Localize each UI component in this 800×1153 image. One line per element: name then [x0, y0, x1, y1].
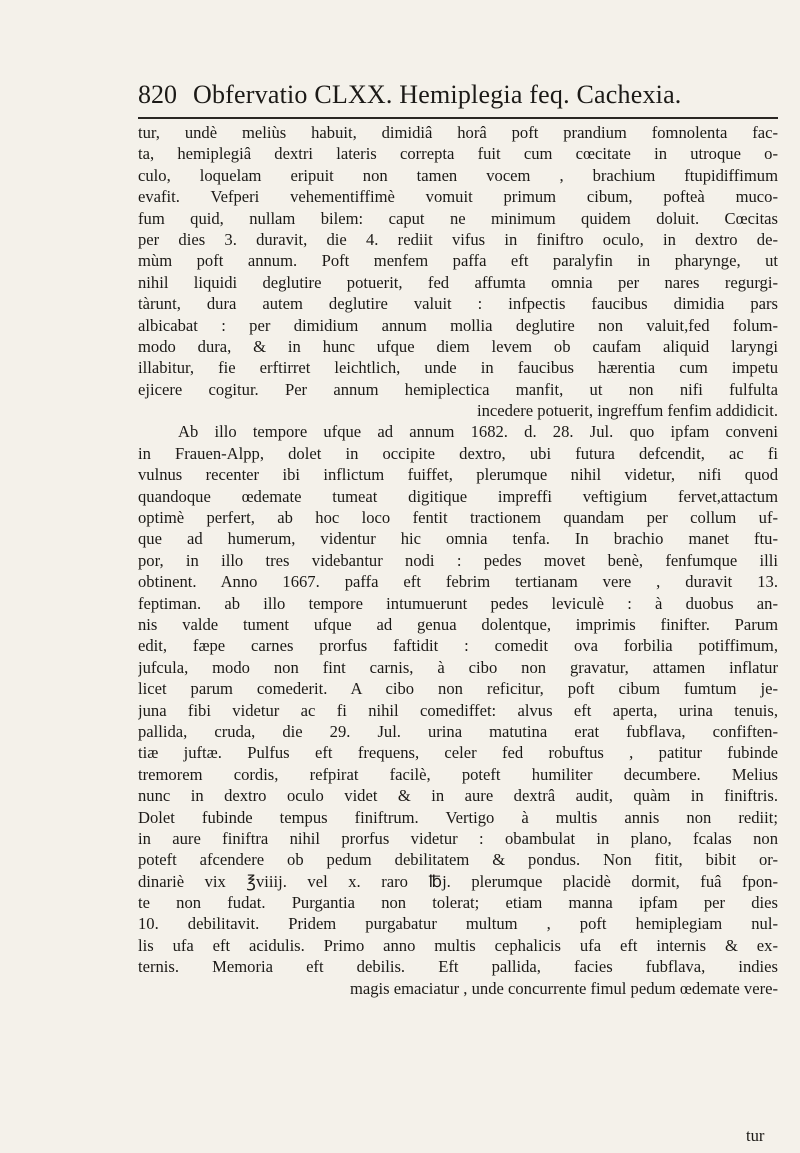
- catchword: tur: [746, 1126, 765, 1145]
- text-line: culo, loquelam eripuit non tamen vocem , brachium ftupidiffimum: [138, 165, 778, 185]
- text-line: juna fibi videtur ac fi nihil comediffet: alvus eft aperta, urina tenuis,: [138, 700, 778, 720]
- text-line: licet parum comederit. A cibo non reficitur, poft cibum fumtum je-: [138, 679, 778, 699]
- text-line: tàrunt, dura autem deglutire valuit : infpectis faucibus dimidia pars: [138, 294, 778, 314]
- text-line: que ad humerum, videntur hic omnia tenfa. In brachio manet ftu-: [138, 529, 778, 549]
- text-line: per dies 3. duravit, die 4. rediit vifus in finiftro oculo, in dextro de-: [138, 229, 778, 249]
- text-line: evafit. Vefperi vehementiffimè vomuit primum cibum, pofteà muco-: [138, 187, 778, 207]
- text-line: jufcula, modo non fint carnis, à cibo non gravatur, attamen inflatur: [138, 657, 778, 677]
- text-line: ternis. Memoria eft debilis. Eft pallida, facies fubflava, indies: [138, 957, 778, 977]
- text-line: in Frauen-Alpp, dolet in occipite dextro, ubi futura defcendit, ac fi: [138, 443, 778, 463]
- header-rule: [138, 117, 778, 119]
- text-line: illabitur, fie erftirret leichtlich, unde in faucibus hærentia cum impetu: [138, 358, 778, 378]
- running-header: [138, 80, 778, 120]
- text-line: optimè perfert, ab hoc loco fentit tractionem quandam per collum uf-: [138, 508, 778, 528]
- text-line: albicabat : per dimidium annum mollia deglutire non valuit,fed folum-: [138, 315, 778, 335]
- text-line: quandoque œdemate tumeat digitique impreffi veftigium fervet,attactum: [138, 486, 778, 506]
- text-line: incedere potuerit, ingreffum fenfim addidicit.: [476, 401, 778, 421]
- text-line: pallida, cruda, die 29. Jul. urina matutina erat fubflava, confiften-: [138, 721, 778, 741]
- text-line: edit, fæpe carnes prorfus faftidit : comedit ova forbilia potiffimum,: [138, 636, 778, 656]
- text-line: 10. debilitavit. Pridem purgabatur multum , poft hemiplegiam nul-: [138, 914, 778, 934]
- text-line: nihil liquidi deglutire potuerit, fed affumta omnia per nares regurgi-: [138, 272, 778, 292]
- text-line: lis ufa eft acidulis. Primo anno multis cephalicis ufa eft internis & ex-: [138, 935, 778, 955]
- text-line: in aure finiftra nihil prorfus videtur : obambulat in plano, fcalas non: [138, 828, 778, 848]
- text-line: obtinent. Anno 1667. paffa eft febrim tertianam vere , duravit 13.: [138, 572, 778, 592]
- text-line: mùm poft annum. Poft menfem paffa eft paralyfin in pharynge, ut: [138, 251, 778, 271]
- text-line: ejicere cogitur. Per annum hemiplectica manfit, ut non nifi fulfulta: [138, 379, 778, 399]
- text-line: te non fudat. Purgantia non tolerat; etiam manna ipfam per dies: [138, 893, 778, 913]
- text-line: dinariè vix ℥viiij. vel x. raro ℔j. plerumque placidè dormit, fuâ fpon-: [138, 871, 778, 891]
- text-line: fum quid, nullam bilem: caput ne minimum quidem doluit. Cœcitas: [138, 208, 778, 228]
- text-line: tremorem cordis, refpirat facilè, poteft humiliter decumbere. Melius: [138, 764, 778, 784]
- text-line: modo dura, & in hunc ufque diem levem ob caufam aliquid laryngi: [138, 336, 778, 356]
- page-number: 820: [138, 80, 177, 109]
- text-line: poteft afcendere ob pedum debilitatem & pondus. Non fitit, bibit or-: [138, 850, 778, 870]
- text-line: feptiman. ab illo tempore intumuerunt pedes leviculè : à duobus an-: [138, 593, 778, 613]
- text-line: tiæ juftæ. Pulfus eft frequens, celer fed robuftus , patitur fubinde: [138, 743, 778, 763]
- running-title: Obfervatio CLXX. Hemiplegia feq. Cachexia.: [193, 80, 682, 109]
- text-line: nunc in dextro oculo videt & in aure dextrâ audit, quàm in finiftris.: [138, 786, 778, 806]
- text-line: tur, undè meliùs habuit, dimidiâ horâ poft prandium fomnolenta fac-: [138, 123, 778, 142]
- body-text: [138, 122, 778, 999]
- text-line: magis emaciatur , unde concurrente fimul pedum œdemate vere-: [349, 978, 778, 998]
- text-line: nis valde tument ufque ad genua dolentque, imprimis finifter. Parum: [138, 614, 778, 634]
- text-line: por, in illo tres videbantur nodi : pedes movet benè, fenfumque illi: [138, 550, 778, 570]
- text-line: Ab illo tempore ufque ad annum 1682. d. 28. Jul. quo ipfam conveni: [178, 422, 778, 442]
- text-line: ta, hemiplegiâ dextri lateris correpta fuit cum cœcitate in utroque o-: [138, 144, 778, 164]
- text-line: vulnus recenter ibi inflictum fuiffet, plerumque nihil videtur, nifi quod: [138, 465, 778, 485]
- text-line: Dolet fubinde tempus finiftrum. Vertigo à multis annis non rediit;: [138, 807, 778, 827]
